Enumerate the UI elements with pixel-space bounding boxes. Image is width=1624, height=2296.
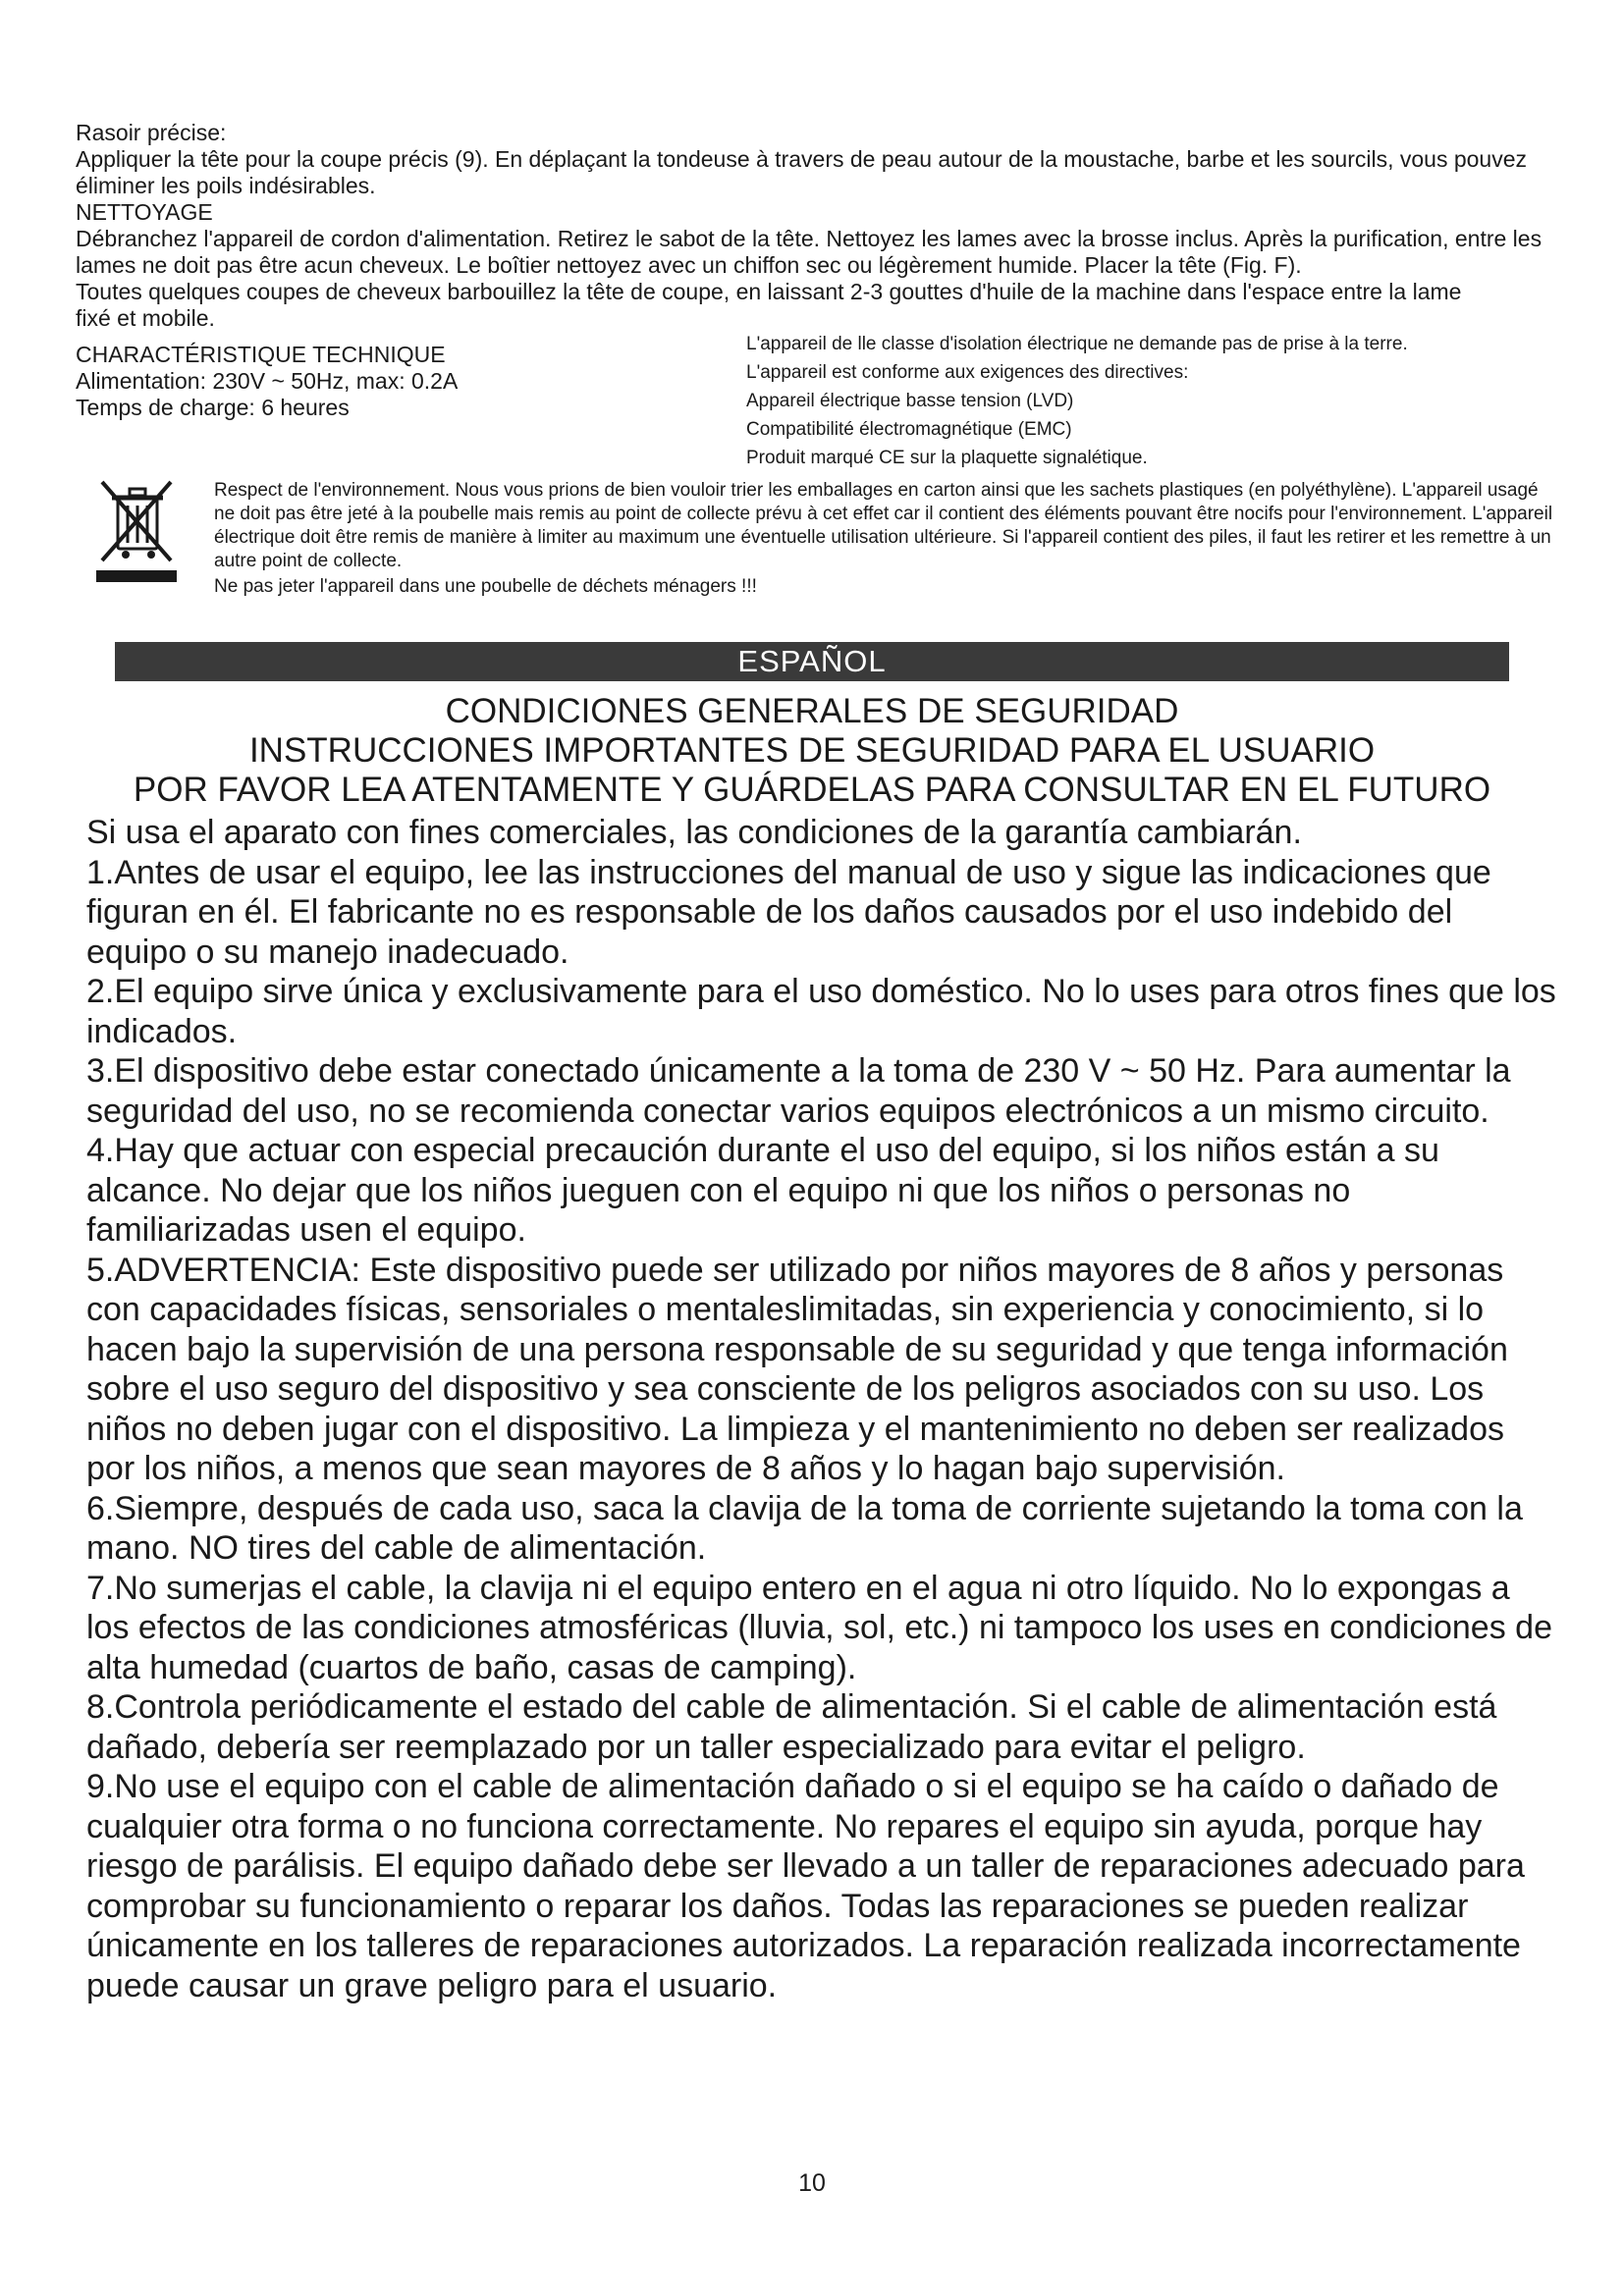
- list-item: 7.No sumerjas el cable, la clavija ni el equipo entero en el agua ni otro líquido. No lo expongas a los efectos de las condiciones atmosféricas (lluvia, sol, etc.) ni tampoco los uses en condiciones de alta humedad (cuartos de baño, casas de camping).: [86, 1569, 1552, 1686]
- rasoir-text: Appliquer la tête pour la coupe précis (9). En déplaçant la tondeuse à travers de peau autour de la moustache, barbe et les sourcils, vous pouvez éliminer les poils indésirables.: [76, 146, 1528, 198]
- tech-title: CHARACTÉRISTIQUE TECHNIQUE: [76, 342, 446, 367]
- intro-text: Si usa el aparato con fines comerciales, las condiciones de la garantía cambiarán.: [86, 814, 1302, 851]
- nettoyage-text: Débranchez l'appareil de cordon d'alimentation. Retirez le sabot de la tête. Nettoyez les lames avec la brosse inclus. Après la purification, entre les lames ne doit pas être acun cheveux. Le boîtier nettoyez avec un chiffon sec ou légèrement humide. Placer la tête (Fig. F).: [76, 226, 1543, 278]
- ce-compliance: [746, 330, 1571, 472]
- environment-notice: [214, 479, 1559, 599]
- ce-line: Produit marqué CE sur la plaquette signalétique.: [746, 448, 1148, 468]
- technical-characteristics: [76, 342, 724, 421]
- spanish-safety-list: [86, 813, 1559, 2005]
- list-item: 5.ADVERTENCIA: Este dispositivo puede ser utilizado por niños mayores de 8 años y personas con capacidades físicas, sensoriales o mentaleslimitadas, sin experiencia y conocimiento, si lo hacen bajo la supervisión de una persona responsable de su seguridad y que tenga información sobre el uso seguro del dispositivo y sea consciente de los peligros asociados con su uso. Los niños no deben jugar con el dispositivo. La limpieza y el mantenimiento no deben ser realizados por los niños, a menos que sean mayores de 8 años y lo hagan bajo supervisión.: [86, 1251, 1508, 1487]
- heading-general-safety: CONDICIONES GENERALES DE SEGURIDAD: [445, 692, 1179, 730]
- ce-line: L'appareil est conforme aux exigences des directives:: [746, 362, 1189, 383]
- list-item: 2.El equipo sirve única y exclusivamente para el uso doméstico. No lo uses para otros fines que los indicados.: [86, 973, 1556, 1050]
- crossed-out-wheelie-bin-icon: [96, 476, 177, 584]
- ce-line: L'appareil de lle classe d'isolation électrique ne demande pas de prise à la terre.: [746, 334, 1408, 354]
- list-item: 6.Siempre, después de cada uso, saca la clavija de la toma de corriente sujetando la toma con la mano. NO tires del cable de alimentación.: [86, 1489, 1523, 1567]
- ce-line: Compatibilité électromagnétique (EMC): [746, 419, 1072, 440]
- heading-important-instructions: INSTRUCCIONES IMPORTANTES DE SEGURIDAD PARA EL USUARIO: [248, 731, 1376, 770]
- spanish-headings: [76, 692, 1548, 810]
- oil-text: Toutes quelques coupes de cheveux barbouillez la tête de coupe, en laissant 2-3 gouttes d'huile de la machine dans l'espace entre la lame: [76, 279, 1462, 304]
- language-bar: ESPAÑOL: [115, 642, 1509, 681]
- nettoyage-title: NETTOYAGE: [76, 199, 213, 225]
- rasoir-title: Rasoir précise:: [76, 120, 227, 145]
- page-number: 10: [798, 2169, 826, 2197]
- fixe-text: fixé et mobile.: [76, 305, 215, 331]
- list-item: 4.Hay que actuar con especial precaución durante el uso del equipo, si los niños están a su alcance. No dejar que los niños jueguen con el equipo ni que los niños o personas no familiarizadas usen el equipo.: [86, 1132, 1439, 1249]
- french-instructions: [76, 120, 1548, 332]
- ce-line: Appareil électrique basse tension (LVD): [746, 391, 1074, 411]
- list-item: 1.Antes de usar el equipo, lee las instrucciones del manual de uso y sigue las indicaciones que figuran en él. El fabricante no es responsable de los daños causados por el uso indebido del equipo o su manejo inadecuado.: [86, 853, 1491, 971]
- list-item: 3.El dispositivo debe estar conectado únicamente a la toma de 230 V ~ 50 Hz. Para aumentar la seguridad del uso, no se recomienda conectar varios equipos electrónicos a un mismo circuito.: [86, 1052, 1511, 1130]
- list-item: 8.Controla periódicamente el estado del cable de alimentación. Si el cable de alimentación está dañado, debería ser reemplazado por un taller especializado para evitar el peligro.: [86, 1688, 1497, 1766]
- charge-time-spec: Temps de charge: 6 heures: [76, 395, 350, 420]
- environment-warning: Ne pas jeter l'appareil dans une poubelle de déchets ménagers !!!: [214, 576, 757, 597]
- environment-text: Respect de l'environnement. Nous vous prions de bien vouloir trier les emballages en carton ainsi que les sachets plastiques (en polyéthylène). L'appareil usagé ne doit pas être jeté à la poubelle mais remis au point de collecte prévu à cet effet car il contient des éléments pouvant être nocifs pour l'environnement. L'appareil électrique doit être remis de manière à limiter au maximum une éventuelle utilisation ultérieure. Si l'appareil contient des piles, il faut les retirer et les remettre à un autre point de collecte.: [214, 480, 1553, 571]
- heading-read-carefully: POR FAVOR LEA ATENTAMENTE Y GUÁRDELAS PARA CONSULTAR EN EL FUTURO: [133, 771, 1491, 809]
- alimentation-spec: Alimentation: 230V ~ 50Hz, max: 0.2A: [76, 368, 459, 394]
- list-item: 9.No use el equipo con el cable de alimentación dañado o si el equipo se ha caído o dañado de cualquier otra forma o no funciona correctamente. No repares el equipo sin ayuda, porque hay riesgo de parálisis. El equipo dañado debe ser llevado a un taller de reparaciones adecuado para comprobar su funcionamiento o reparar los daños. Todas las reparaciones se pueden realizar únicamente en los talleres de reparaciones autorizados. La reparación realizada incorrectamente puede causar un grave peligro para el usuario.: [86, 1768, 1525, 2004]
